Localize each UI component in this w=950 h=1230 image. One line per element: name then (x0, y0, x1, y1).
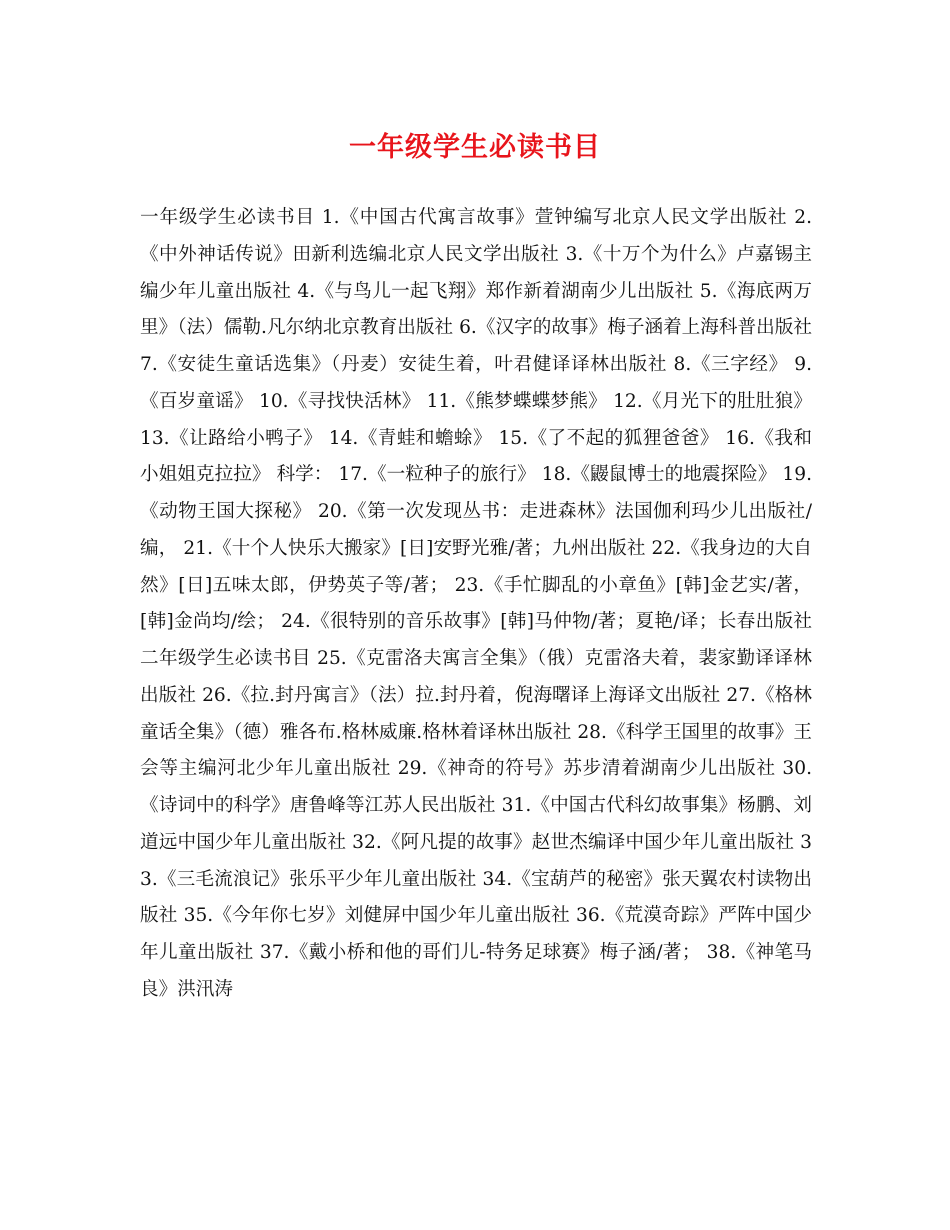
document-title: 一年级学生必读书目 (349, 132, 601, 163)
document-body-text: 一年级学生必读书目 1.《中国古代寓言故事》萱钟编写北京人民文学出版社 2.《中外神话传说》田新利选编北京人民文学出版社 3.《十万个为什么》卢嘉锡主编少年儿童出版社 4.《与鸟儿一起飞翔》郑作新着湖南少儿出版社 5.《海底两万里》（法）儒勒.凡尔纳北京教育出版社 6.《汉字的故事》梅子涵着上海科普出版社 7.《安徒生童话选集》（丹麦）安徒生着，叶君健译译林出版社 8.《三字经》 9.《百岁童谣》 10.《寻找快活林》 11.《熊梦蝶蝶梦熊》 12.《月光下的肚肚狼》 13.《让路给小鸭子》 14.《青蛙和蟾蜍》 15.《了不起的狐狸爸爸》 16.《我和小姐姐克拉拉》 科学： 17.《一粒种子的旅行》 18.《鼹鼠博士的地震探险》 19.《动物王国大探秘》 20.《第一次发现丛书：走进森林》法国伽利玛少儿出版社/编， 21.《十个人快乐大搬家》[日]安野光雅/著；九州出版社 22.《我身边的大自然》[日]五味太郎，伊势英子等/著； 23.《手忙脚乱的小章鱼》[韩]金艺实/著，[韩]金尚均/绘； 24.《很特别的音乐故事》[韩]马仲物/著；夏艳/译；长春出版社 二年级学生必读书目 25.《克雷洛夫寓言全集》（俄）克雷洛夫着，裴家勤译译林出版社 26.《拉.封丹寓言》（法）拉.封丹着，倪海曙译上海译文出版社 27.《格林童话全集》（德）雅各布.格林威廉.格林着译林出版社 28.《科学王国里的故事》王会等主编河北少年儿童出版社 29.《神奇的符号》苏步清着湖南少儿出版社 30.《诗词中的科学》唐鲁峰等江苏人民出版社 31.《中国古代科幻故事集》杨鹏、刘道远中国少年儿童出版社 32.《阿凡提的故事》赵世杰编译中国少年儿童出版社 33.《三毛流浪记》张乐平少年儿童出版社 34.《宝葫芦的秘密》张天翼农村读物出版社 35.《今年你七岁》刘健屏中国少年儿童出版社 36.《荒漠奇踪》严阵中国少年儿童出版社 37.《戴小桥和他的哥们儿-特务足球赛》梅子涵/著； 38.《神笔马良》洪汛涛 (140, 207, 812, 1000)
